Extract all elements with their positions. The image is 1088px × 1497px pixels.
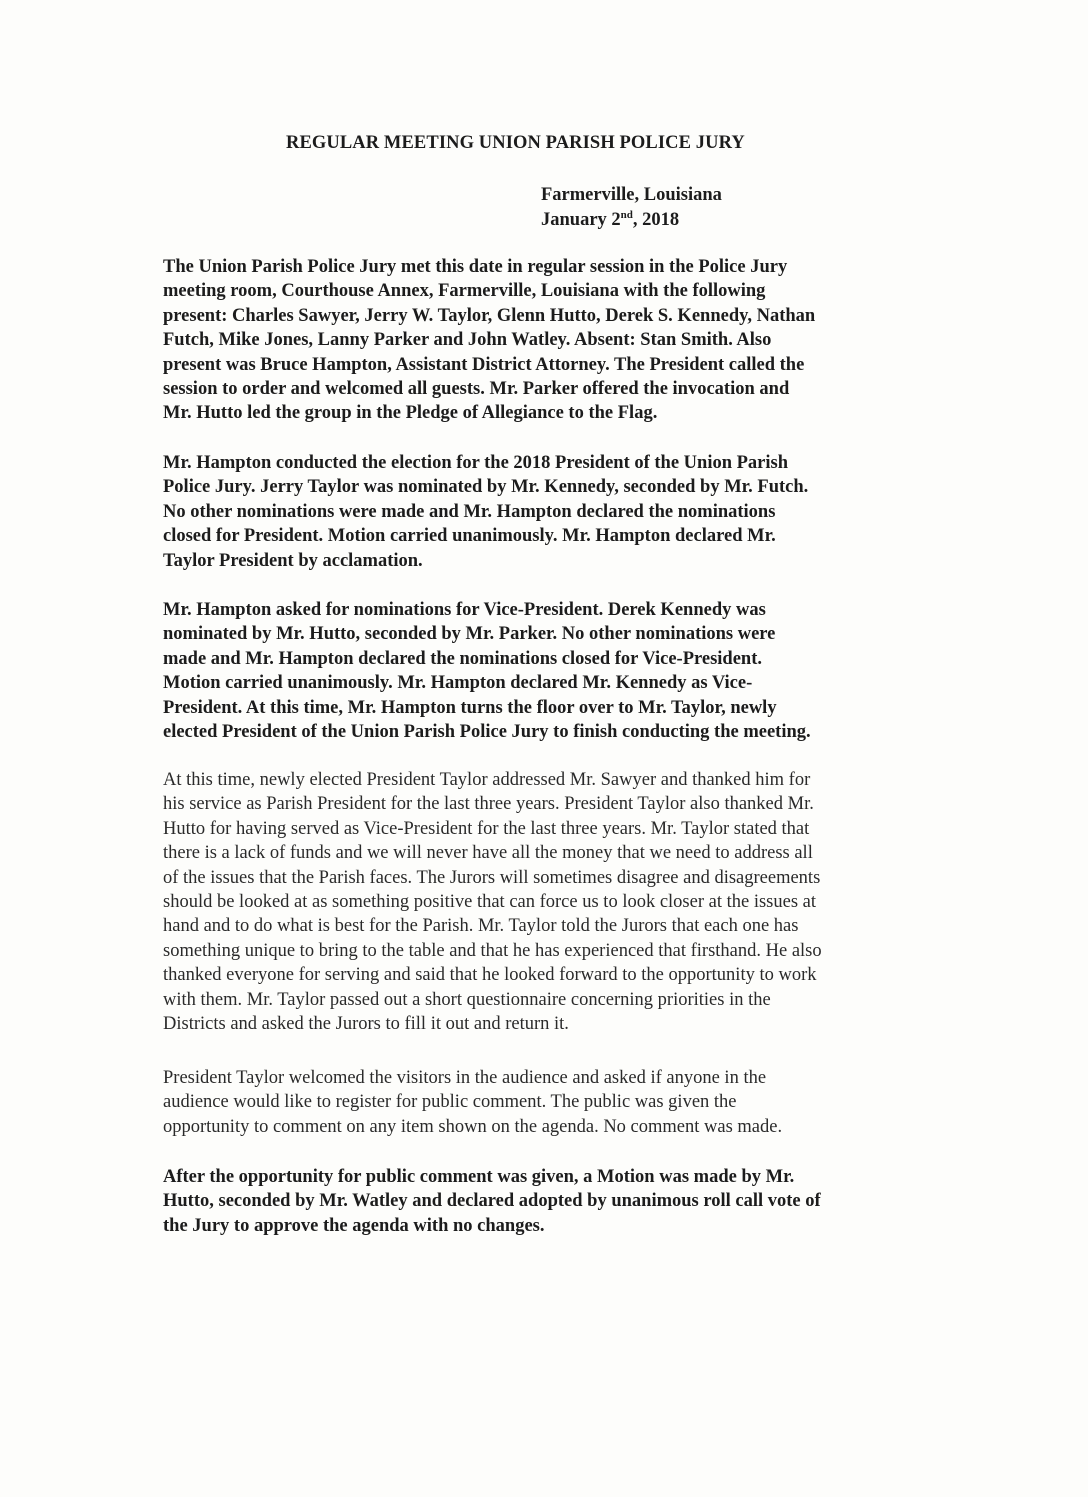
paragraph-line: Mr. Hampton conducted the election for the 2018 President of the Union Parish: [163, 453, 789, 473]
paragraph-line: opportunity to comment on any item shown on the agenda. No comment was made.: [163, 1116, 783, 1137]
paragraph-attendance: [163, 255, 953, 426]
paragraph-line: hand and to do what is best for the Parish. Mr. Taylor told the Jurors that each one has: [163, 916, 799, 937]
paragraph-line: his service as Parish President for the last three years. President Taylor also thanked Mr.: [163, 794, 814, 815]
paragraph-president-address: [163, 768, 953, 1036]
paragraph-line: The Union Parish Police Jury met this date in regular session in the Police Jury: [163, 257, 788, 277]
paragraph-line: Hutto for having served as Vice-President for the last three years. Mr. Taylor stated that: [163, 818, 810, 839]
paragraph-line: audience would like to register for public comment. The public was given the: [163, 1092, 737, 1113]
meeting-date-year: , 2018: [632, 210, 680, 230]
meeting-date: [541, 208, 722, 233]
paragraph-line: thanked everyone for serving and said that he looked forward to the opportunity to work: [163, 965, 817, 986]
paragraph-vice-president-election: [163, 598, 953, 744]
paragraph-line: with them. Mr. Taylor passed out a short questionnaire concerning priorities in the: [163, 989, 771, 1010]
paragraph-line: session to order and welcomed all guests. Mr. Parker offered the invocation and: [163, 379, 790, 400]
paragraph-line: Police Jury. Jerry Taylor was nominated by Mr. Kennedy, seconded by Mr. Futch.: [163, 477, 809, 498]
paragraph-line: present: Charles Sawyer, Jerry W. Taylor, Glenn Hutto, Derek S. Kennedy, Nathan: [163, 305, 816, 326]
meeting-location: Farmerville, Louisiana: [541, 185, 722, 205]
paragraph-line: Mr. Hampton asked for nominations for Vice-President. Derek Kennedy was: [163, 600, 766, 620]
paragraph-public-comment: [163, 1066, 953, 1139]
paragraph-line: present was Bruce Hampton, Assistant District Attorney. The President called the: [163, 354, 805, 375]
paragraph-line: Districts and asked the Jurors to fill it out and return it.: [163, 1014, 569, 1035]
paragraph-line: closed for President. Motion carried unanimously. Mr. Hampton declared Mr.: [163, 526, 776, 547]
paragraph-line: Hutto, seconded by Mr. Watley and declared adopted by unanimous roll call vote of: [163, 1191, 821, 1212]
paragraph-line: President Taylor welcomed the visitors in the audience and asked if anyone in the: [163, 1068, 767, 1088]
paragraph-line: nominated by Mr. Hutto, seconded by Mr. Parker. No other nominations were: [163, 624, 776, 645]
paragraph-line: there is a lack of funds and we will never have all the money that we need to address all: [163, 843, 813, 864]
paragraph-line: At this time, newly elected President Taylor addressed Mr. Sawyer and thanked him for: [163, 770, 811, 790]
meeting-date-ordinal: nd: [620, 209, 633, 221]
paragraph-line: the Jury to approve the agenda with no changes.: [163, 1215, 545, 1236]
paragraph-line: Motion carried unanimously. Mr. Hampton declared Mr. Kennedy as Vice-: [163, 673, 753, 694]
meeting-location-date: [541, 183, 722, 233]
paragraph-line: something unique to bring to the table and that he has experienced that firsthand. He also: [163, 940, 822, 961]
paragraph-line: After the opportunity for public comment was given, a Motion was made by Mr.: [163, 1167, 795, 1187]
paragraph-line: Taylor President by acclamation.: [163, 550, 423, 571]
page-title: REGULAR MEETING UNION PARISH POLICE JURY: [286, 133, 745, 153]
paragraph-agenda-motion: [163, 1165, 953, 1238]
paragraph-line: Mr. Hutto led the group in the Pledge of Allegiance to the Flag.: [163, 403, 658, 424]
paragraph-line: of the issues that the Parish faces. The Jurors will sometimes disagree and disagreements: [163, 867, 821, 888]
paragraph-line: made and Mr. Hampton declared the nominations closed for Vice-President.: [163, 648, 763, 669]
paragraph-line: Futch, Mike Jones, Lanny Parker and John Watley. Absent: Stan Smith. Also: [163, 330, 772, 351]
paragraph-line: should be looked at as something positive that can force us to look closer at the issues at: [163, 892, 817, 913]
paragraph-line: No other nominations were made and Mr. Hampton declared the nominations: [163, 501, 776, 522]
paragraph-president-election: [163, 451, 953, 573]
paragraph-line: meeting room, Courthouse Annex, Farmerville, Louisiana with the following: [163, 281, 766, 302]
paragraph-line: elected President of the Union Parish Police Jury to finish conducting the meeting.: [163, 722, 811, 743]
paragraph-line: President. At this time, Mr. Hampton turns the floor over to Mr. Taylor, newly: [163, 697, 777, 718]
meeting-date-month-day: January 2: [541, 210, 621, 230]
